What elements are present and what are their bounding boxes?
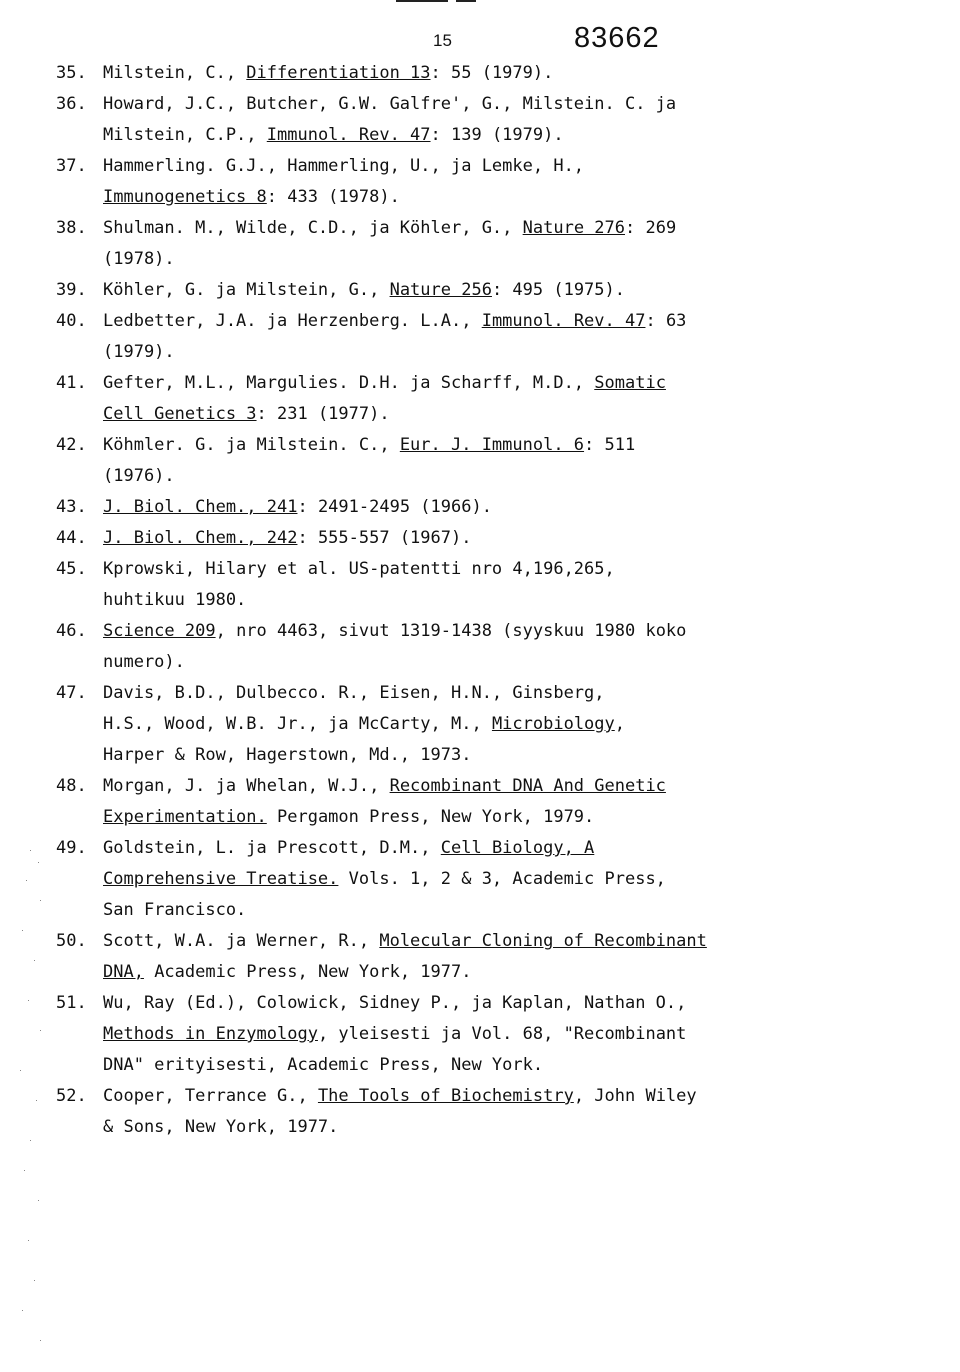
scan-speck: [30, 850, 31, 851]
reference-line: [103, 616, 916, 647]
reference-title: Science 209: [103, 621, 216, 641]
reference-text: : 139 (1979).: [430, 125, 564, 145]
reference-line: [103, 926, 916, 957]
reference-number: 41.: [56, 373, 87, 393]
reference-text: Scott, W.A. ja Werner, R.,: [103, 931, 380, 951]
reference-item: [56, 833, 916, 926]
reference-text: Morgan, J. ja Whelan, W.J.,: [103, 776, 390, 796]
reference-text: H.S., Wood, W.B. Jr., ja McCarty, M.,: [103, 714, 492, 734]
reference-text: Vols. 1, 2 & 3, Academic Press,: [338, 869, 666, 889]
reference-title: Immunogenetics 8: [103, 187, 267, 207]
reference-text: Milstein, C.P.,: [103, 125, 267, 145]
scan-speck: [28, 1240, 29, 1241]
reference-title: Recombinant DNA And Genetic: [389, 776, 666, 796]
reference-number: 35.: [56, 63, 87, 83]
reference-line: [103, 151, 916, 182]
reference-title: Somatic: [594, 373, 666, 393]
reference-item: [56, 616, 916, 678]
reference-title: The Tools of Biochemistry: [317, 1086, 574, 1106]
reference-line: [103, 802, 916, 833]
reference-line: [103, 399, 916, 430]
scan-speck: [38, 862, 39, 863]
reference-title: J. Biol. Chem., 242: [103, 528, 298, 548]
reference-number: 43.: [56, 497, 87, 517]
reference-text: : 495 (1975).: [491, 280, 625, 300]
reference-item: [56, 151, 916, 213]
reference-text: San Francisco.: [103, 900, 247, 920]
scan-speck: [34, 1280, 35, 1281]
reference-title: DNA,: [103, 962, 144, 982]
reference-line: [103, 337, 916, 368]
reference-item: [56, 368, 916, 430]
reference-item: [56, 58, 916, 89]
reference-text: (1979).: [103, 342, 175, 362]
reference-title: Microbiology: [491, 714, 615, 734]
reference-line: [103, 554, 916, 585]
scan-speck: [40, 1340, 41, 1341]
reference-text: Gefter, M.L., Margulies. D.H. ja Scharff, M.D.,: [103, 373, 595, 393]
scan-speck: [40, 900, 41, 901]
reference-number: 50.: [56, 931, 87, 951]
reference-text: Shulman. M., Wilde, C.D., ja Köhler, G.,: [103, 218, 523, 238]
reference-text: Milstein, C.,: [103, 63, 247, 83]
reference-text: , yleisesti ja Vol. 68, "Recombinant: [317, 1024, 687, 1044]
reference-line: [103, 368, 916, 399]
reference-line: [103, 988, 916, 1019]
scan-noise: [0, 840, 45, 1360]
reference-line: [103, 1019, 916, 1050]
reference-number: 39.: [56, 280, 87, 300]
reference-line: [103, 430, 916, 461]
reference-number: 52.: [56, 1086, 87, 1106]
reference-number: 46.: [56, 621, 87, 641]
reference-text: , nro 4463, sivut 1319-1438 (syyskuu 1980 koko: [215, 621, 687, 641]
reference-text: : 555-557 (1967).: [297, 528, 472, 548]
reference-number: 38.: [56, 218, 87, 238]
reference-text: Cooper, Terrance G.,: [103, 1086, 318, 1106]
reference-title: Nature 276: [522, 218, 625, 238]
reference-number: 42.: [56, 435, 87, 455]
reference-line: [103, 492, 916, 523]
reference-line: [103, 771, 916, 802]
reference-text: Wu, Ray (Ed.), Colowick, Sidney P., ja Kaplan, Nathan O.,: [103, 993, 687, 1013]
reference-line: [103, 182, 916, 213]
reference-number: 48.: [56, 776, 87, 796]
reference-title: Methods in Enzymology: [103, 1024, 318, 1044]
reference-number: 47.: [56, 683, 87, 703]
reference-text: : 231 (1977).: [256, 404, 390, 424]
reference-line: [103, 461, 916, 492]
scan-speck: [30, 1140, 31, 1141]
reference-line: [103, 585, 916, 616]
reference-title: Molecular Cloning of Recombinant: [379, 931, 707, 951]
reference-item: [56, 771, 916, 833]
scan-speck: [34, 960, 35, 961]
reference-line: [103, 213, 916, 244]
reference-line: [103, 740, 916, 771]
reference-title: Experimentation.: [103, 807, 267, 827]
reference-text: : 269: [625, 218, 677, 238]
reference-text: numero).: [103, 652, 185, 672]
reference-number: 51.: [56, 993, 87, 1013]
reference-line: [103, 275, 916, 306]
scan-speck: [22, 930, 23, 931]
reference-text: Ledbetter, J.A. ja Herzenberg. L.A.,: [103, 311, 482, 331]
reference-line: [103, 1050, 916, 1081]
scan-speck: [26, 880, 27, 881]
reference-title: Comprehensive Treatise.: [103, 869, 339, 889]
reference-line: [103, 647, 916, 678]
reference-text: : 433 (1978).: [266, 187, 400, 207]
reference-title: J. Biol. Chem., 241: [103, 497, 298, 517]
reference-text: Pergamon Press, New York, 1979.: [266, 807, 595, 827]
reference-text: Academic Press, New York, 1977.: [143, 962, 472, 982]
reference-text: Howard, J.C., Butcher, G.W. Galfre', G., Milstein. C. ja: [103, 94, 677, 114]
reference-text: ,: [614, 714, 626, 734]
scan-rule-mark: [396, 0, 448, 2]
reference-line: [103, 523, 916, 554]
page-number: 15: [433, 31, 452, 50]
reference-text: DNA" erityisesti, Academic Press, New York.: [103, 1055, 544, 1075]
reference-text: : 2491-2495 (1966).: [297, 497, 492, 517]
document-number: 83662: [574, 22, 660, 54]
scan-speck: [36, 1100, 37, 1101]
reference-title: Differentiation 13: [246, 63, 431, 83]
reference-item: [56, 306, 916, 368]
reference-title: Cell Biology, A: [440, 838, 595, 858]
scan-speck: [40, 1030, 41, 1031]
reference-item: [56, 1081, 916, 1143]
scan-speck: [22, 1310, 23, 1311]
reference-title: Cell Genetics 3: [103, 404, 257, 424]
reference-line: [103, 895, 916, 926]
reference-text: huhtikuu 1980.: [103, 590, 247, 610]
scan-rule-mark: [456, 0, 476, 2]
reference-number: 37.: [56, 156, 87, 176]
reference-text: Goldstein, L. ja Prescott, D.M.,: [103, 838, 441, 858]
reference-item: [56, 926, 916, 988]
reference-item: [56, 523, 916, 554]
scan-speck: [20, 1070, 21, 1071]
reference-number: 45.: [56, 559, 87, 579]
reference-line: [103, 678, 916, 709]
reference-item: [56, 89, 916, 151]
reference-number: 49.: [56, 838, 87, 858]
reference-title: Immunol. Rev. 47: [481, 311, 646, 331]
reference-title: Eur. J. Immunol. 6: [399, 435, 585, 455]
reference-line: [103, 864, 916, 895]
reference-list: [56, 58, 916, 1143]
reference-item: [56, 213, 916, 275]
reference-item: [56, 430, 916, 492]
reference-text: Davis, B.D., Dulbecco. R., Eisen, H.N., Ginsberg,: [103, 683, 605, 703]
reference-item: [56, 275, 916, 306]
reference-text: Köhmler. G. ja Milstein. C.,: [103, 435, 400, 455]
reference-line: [103, 120, 916, 151]
reference-text: Harper & Row, Hagerstown, Md., 1973.: [103, 745, 472, 765]
reference-text: Hammerling. G.J., Hammerling, U., ja Lemke, H.,: [103, 156, 585, 176]
reference-line: [103, 1081, 916, 1112]
reference-line: [103, 833, 916, 864]
reference-number: 44.: [56, 528, 87, 548]
reference-line: [103, 709, 916, 740]
reference-text: : 511: [584, 435, 636, 455]
reference-item: [56, 554, 916, 616]
reference-text: & Sons, New York, 1977.: [103, 1117, 339, 1137]
reference-line: [103, 957, 916, 988]
reference-line: [103, 306, 916, 337]
reference-text: (1976).: [103, 466, 175, 486]
reference-line: [103, 244, 916, 275]
reference-item: [56, 492, 916, 523]
reference-text: : 55 (1979).: [430, 63, 554, 83]
reference-item: [56, 988, 916, 1081]
reference-item: [56, 678, 916, 771]
scan-speck: [24, 1170, 25, 1171]
reference-text: , John Wiley: [573, 1086, 697, 1106]
reference-number: 40.: [56, 311, 87, 331]
reference-text: Köhler, G. ja Milstein, G.,: [103, 280, 390, 300]
reference-title: Immunol. Rev. 47: [266, 125, 431, 145]
reference-text: Kprowski, Hilary et al. US-patentti nro 4,196,265,: [103, 559, 615, 579]
reference-title: Nature 256: [389, 280, 492, 300]
reference-text: (1978).: [103, 249, 175, 269]
scan-speck: [38, 1200, 39, 1201]
reference-number: 36.: [56, 94, 87, 114]
scan-speck: [28, 1000, 29, 1001]
reference-line: [103, 89, 916, 120]
reference-line: [103, 1112, 916, 1143]
reference-text: : 63: [645, 311, 687, 331]
reference-line: [103, 58, 916, 89]
